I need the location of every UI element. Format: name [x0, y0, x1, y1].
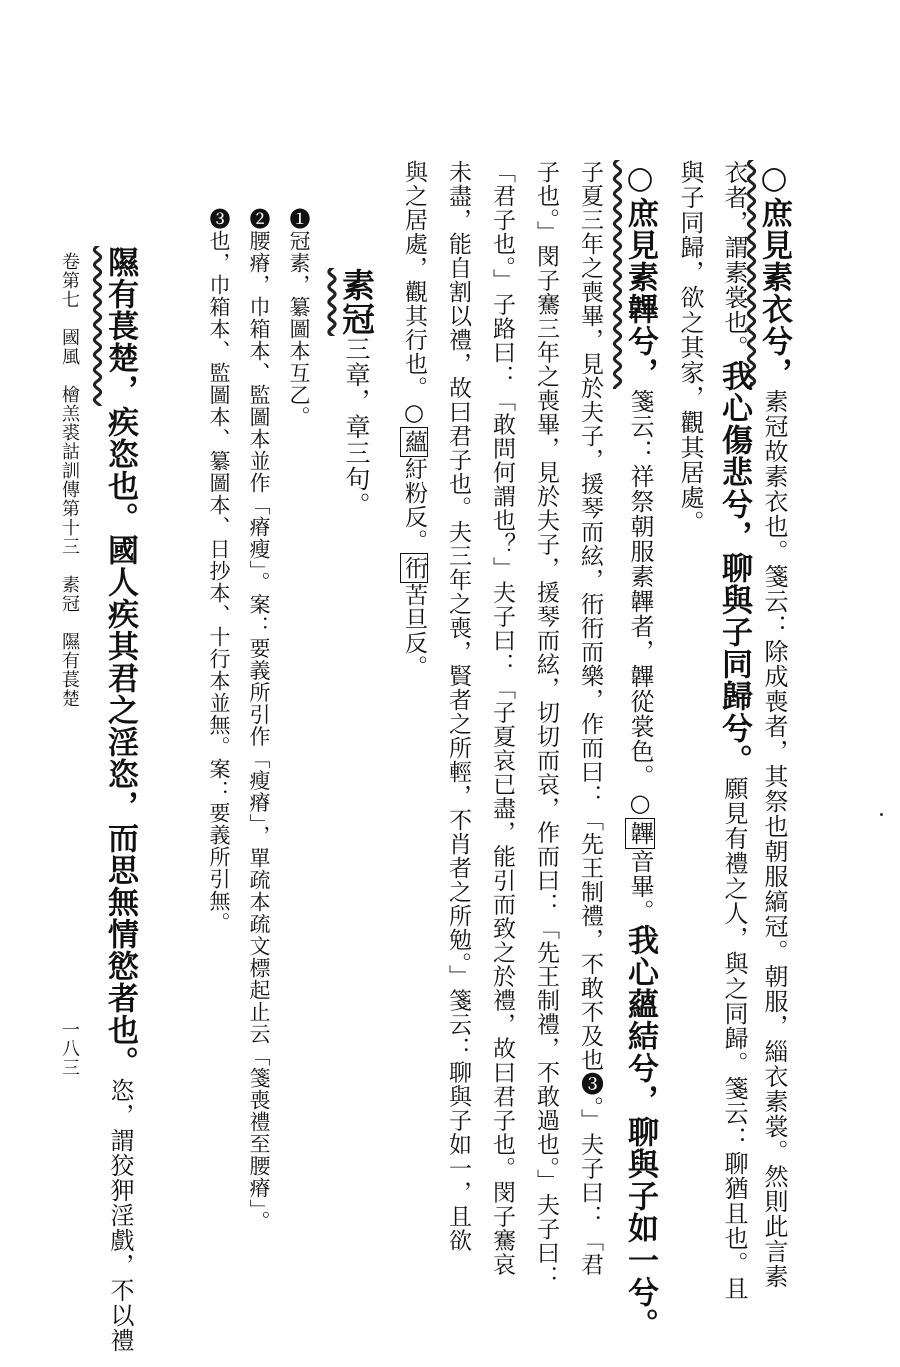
commentary: 苦旦反。 [401, 583, 427, 679]
page-number [60, 1020, 78, 1077]
text-column-7 [490, 160, 513, 1277]
footnote-text: ❶冠素，纂圖本互乙。 [287, 208, 311, 428]
poem-line: 我心蘊結兮，聊與子如一兮。 [622, 924, 658, 1340]
scan-speck [880, 813, 883, 816]
text-column-5 [578, 160, 601, 1277]
boxed-character: 衎 [400, 553, 428, 583]
commentary: 子也。」閔子騫三年之喪畢，見於夫子，援琴而絃，切切而哀，作而曰：「先王制禮，不敢過也。」夫子曰： [533, 160, 559, 1289]
footnote-1 [288, 208, 309, 428]
commentary: 箋云：祥祭朝服素韠者，韠從裳色。○ [626, 389, 654, 818]
boxed-character: 蘊 [400, 427, 428, 457]
footnote-text: ❸也，巾箱本、監圖本、纂圖本、日抄本、十行本並無。案：要義所引無。 [207, 208, 231, 934]
commentary: 素冠故素衣也。箋云：除成喪者，其祭也朝服縞冠。朝服，緇衣素裳。然則此言素 [760, 389, 788, 1289]
commentary: 音畢。 [626, 849, 654, 924]
chapter-title: 素冠 [337, 268, 376, 336]
commentary: 「君子也。」子路曰：「敢問何謂也？」夫子曰：「子夏哀已盡，能引而致之於禮，故曰君子也。閔子騫哀 [489, 160, 515, 1277]
text-column-3 [678, 160, 702, 535]
page-number-text: 一八三 [59, 1020, 80, 1077]
footnote-text: ❷腰瘠，巾箱本、監圖本並作「瘠瘦」。案：要義所引作「瘦瘠」，單疏本疏文標起止云「箋喪禮至腰瘠」。 [247, 208, 271, 1233]
text-column-2 [716, 160, 752, 1301]
commentary: 子夏三年之喪畢，見於夫子，援琴而絃，衎衎而樂，作而曰：「先王制禮，不敢不及也❸。」夫子曰：「君 [577, 160, 603, 1277]
chapter-count: 三章，章三句。 [342, 336, 371, 518]
commentary: 恣，謂狡狎淫戲，不以禮 [106, 1078, 134, 1353]
text-column-6 [534, 160, 557, 1289]
text-column-9 [402, 160, 425, 679]
poem-line: 疾恣也。 [102, 406, 138, 534]
poem-line: ○庶見素衣兮， [756, 160, 792, 389]
commentary: 衣者，謂素裳也。 [720, 160, 748, 360]
poem-line: 國人疾其君之淫恣，而思無情慾者也。 [102, 534, 138, 1078]
chapter-summary [337, 268, 376, 518]
poem-line: 我心傷悲兮，聊與子同歸兮。 [716, 360, 752, 776]
text-column-4 [622, 160, 658, 1340]
footnote-3 [208, 208, 229, 934]
footnote-2 [248, 208, 269, 1233]
running-head-text: 卷第七 國風 檜羔裘詁訓傳第十三 素冠 隰有萇楚 [59, 252, 80, 708]
commentary: 願見有禮之人，與之同歸。箋云：聊猶且也。且 [720, 776, 748, 1301]
text-column-8 [446, 160, 469, 1253]
commentary: 未盡，能自割以禮，故曰君子也。夫三年之喪，賢者之所輕，不肖者之所勉。」箋云：聊與子如一，且欲 [445, 160, 471, 1253]
running-head [60, 252, 78, 708]
poem-title: 隰有萇楚， [102, 246, 138, 406]
text-column-1 [756, 160, 792, 1289]
commentary: 紆粉反。 [401, 457, 427, 553]
commentary: 與之居處，觀其行也。○ [401, 160, 427, 427]
next-poem-column [102, 246, 138, 1353]
poem-line: ○庶見素韠兮， [622, 160, 658, 389]
commentary: 與子同歸，欲之其家，觀其居處。 [676, 160, 704, 535]
boxed-character: 韠 [625, 818, 655, 849]
